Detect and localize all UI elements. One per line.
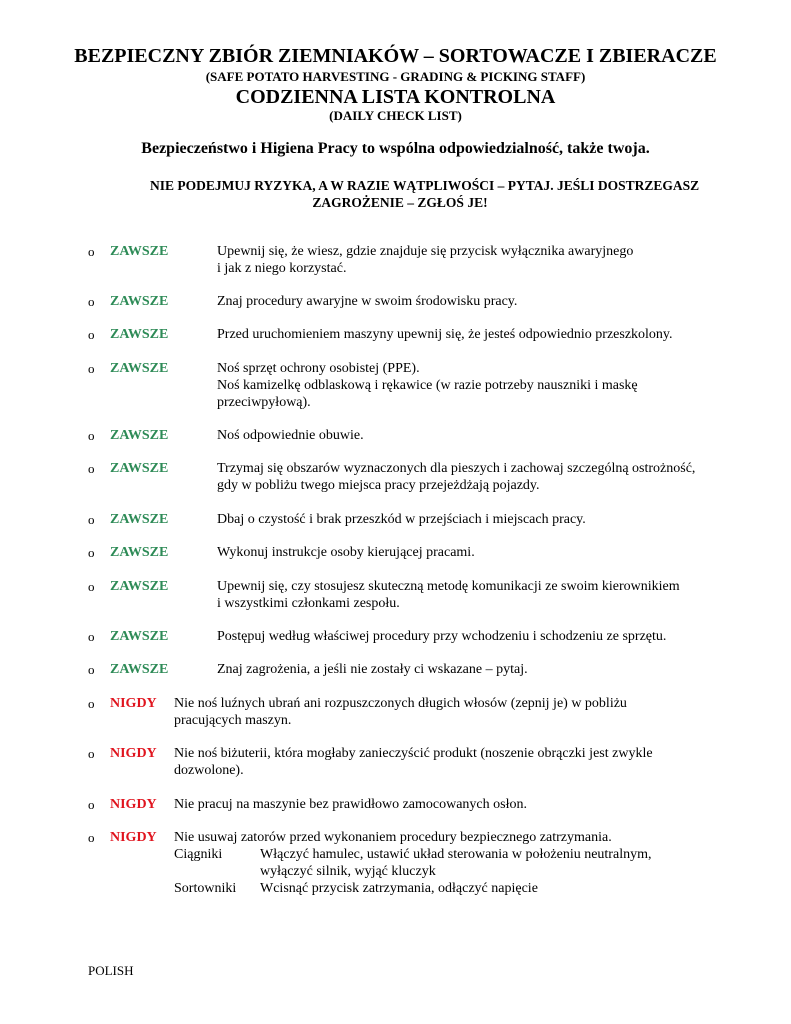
- warning-line: NIE PODEJMUJ RYZYKA, A W RAZIE WĄTPLIWOŚCI – PYTAJ. JEŚLI DOSTRZEGASZ: [150, 178, 700, 193]
- item-text: Noś sprzęt ochrony osobistej (PPE). Noś kamizelkę odblaskową i rękawice (w razie potrzeby nauszniki i maskę przeciwpyłową).: [217, 361, 638, 410]
- bullet-icon: o: [88, 428, 95, 443]
- keyword-always: ZAWSZE: [110, 461, 169, 476]
- bullet-icon: o: [88, 244, 95, 259]
- item-text: Postępuj według właściwej procedury przy wchodzeniu i schodzeniu ze sprzętu.: [217, 629, 667, 644]
- bullet-icon: o: [88, 662, 95, 677]
- warning-notice: [150, 177, 700, 211]
- bullet-icon: o: [88, 797, 95, 812]
- keyword-always: ZAWSZE: [110, 629, 169, 644]
- item-text: Wykonuj instrukcje osoby kierującej pracami.: [217, 545, 475, 560]
- keyword-always: ZAWSZE: [110, 294, 169, 309]
- keyword-never: NIGDY: [110, 797, 157, 812]
- bullet-icon: o: [88, 294, 95, 309]
- english-subtitle: (SAFE POTATO HARVESTING - GRADING & PICKING STAFF): [205, 69, 586, 84]
- bullet-icon: o: [88, 327, 95, 342]
- checklist-title: CODZIENNA LISTA KONTROLNA: [235, 86, 556, 108]
- sub-item-text: Wcisnąć przycisk zatrzymania, odłączyć napięcie: [260, 881, 538, 896]
- bullet-icon: o: [88, 361, 95, 376]
- sub-item-text: Włączyć hamulec, ustawić układ sterowania w położeniu neutralnym, wyłączyć silnik, wyjąć kluczyk: [260, 847, 652, 879]
- item-text: Nie pracuj na maszynie bez prawidłowo zamocowanych osłon.: [174, 797, 527, 812]
- item-text: Przed uruchomieniem maszyny upewnij się, że jesteś odpowiednio przeszkolony.: [217, 327, 673, 342]
- item-text: Znaj zagrożenia, a jeśli nie zostały ci wskazane – pytaj.: [217, 662, 528, 677]
- item-text: Upewnij się, że wiesz, gdzie znajduje się przycisk wyłącznika awaryjnego i jak z niego korzystać.: [217, 244, 634, 276]
- checklist-subtitle: (DAILY CHECK LIST): [329, 108, 462, 123]
- item-text: Upewnij się, czy stosujesz skuteczną metodę komunikacji ze swoim kierownikiem i wszystkimi członkami zespołu.: [217, 579, 680, 611]
- keyword-always: ZAWSZE: [110, 244, 169, 259]
- item-text: Nie noś biżuterii, która mogłaby zanieczyścić produkt (noszenie obrączki jest zwykle dozwolone).: [174, 746, 653, 778]
- main-title: BEZPIECZNY ZBIÓR ZIEMNIAKÓW – SORTOWACZE I ZBIERACZE: [74, 45, 717, 67]
- item-text: Nie noś luźnych ubrań ani rozpuszczonych długich włosów (zepnij je) w pobliżu pracujących maszyn.: [174, 696, 627, 728]
- item-text: Dbaj o czystość i brak przeszkód w przejściach i miejscach pracy.: [217, 512, 586, 527]
- sub-item-label: Ciągniki: [174, 847, 223, 862]
- keyword-always: ZAWSZE: [110, 361, 169, 376]
- item-text: Znaj procedury awaryjne w swoim środowisku pracy.: [217, 294, 518, 309]
- keyword-always: ZAWSZE: [110, 579, 169, 594]
- sub-item-label: Sortowniki: [174, 881, 237, 896]
- item-text: Nie usuwaj zatorów przed wykonaniem procedury bezpiecznego zatrzymania.: [174, 830, 612, 845]
- keyword-always: ZAWSZE: [110, 327, 169, 342]
- keyword-always: ZAWSZE: [110, 662, 169, 677]
- bullet-icon: o: [88, 696, 95, 711]
- tagline: Bezpieczeństwo i Higiena Pracy to wspólna odpowiedzialność, także twoja.: [141, 140, 650, 157]
- bullet-icon: o: [88, 512, 95, 527]
- keyword-always: ZAWSZE: [110, 512, 169, 527]
- language-footer: POLISH: [88, 963, 134, 978]
- warning-line: ZAGROŻENIE – ZGŁOŚ JE!: [312, 195, 488, 210]
- keyword-never: NIGDY: [110, 830, 157, 845]
- keyword-never: NIGDY: [110, 696, 157, 711]
- bullet-icon: o: [88, 746, 95, 761]
- keyword-always: ZAWSZE: [110, 545, 169, 560]
- bullet-icon: o: [88, 579, 95, 594]
- bullet-icon: o: [88, 830, 95, 845]
- item-text: Trzymaj się obszarów wyznaczonych dla pieszych i zachowaj szczególną ostrożność, gdy w pobliżu twego miejsca pracy przejeżdżają pojazdy.: [217, 461, 696, 493]
- bullet-icon: o: [88, 545, 95, 560]
- bullet-icon: o: [88, 461, 95, 476]
- keyword-always: ZAWSZE: [110, 428, 169, 443]
- item-text: Noś odpowiednie obuwie.: [217, 428, 364, 443]
- bullet-icon: o: [88, 629, 95, 644]
- keyword-never: NIGDY: [110, 746, 157, 761]
